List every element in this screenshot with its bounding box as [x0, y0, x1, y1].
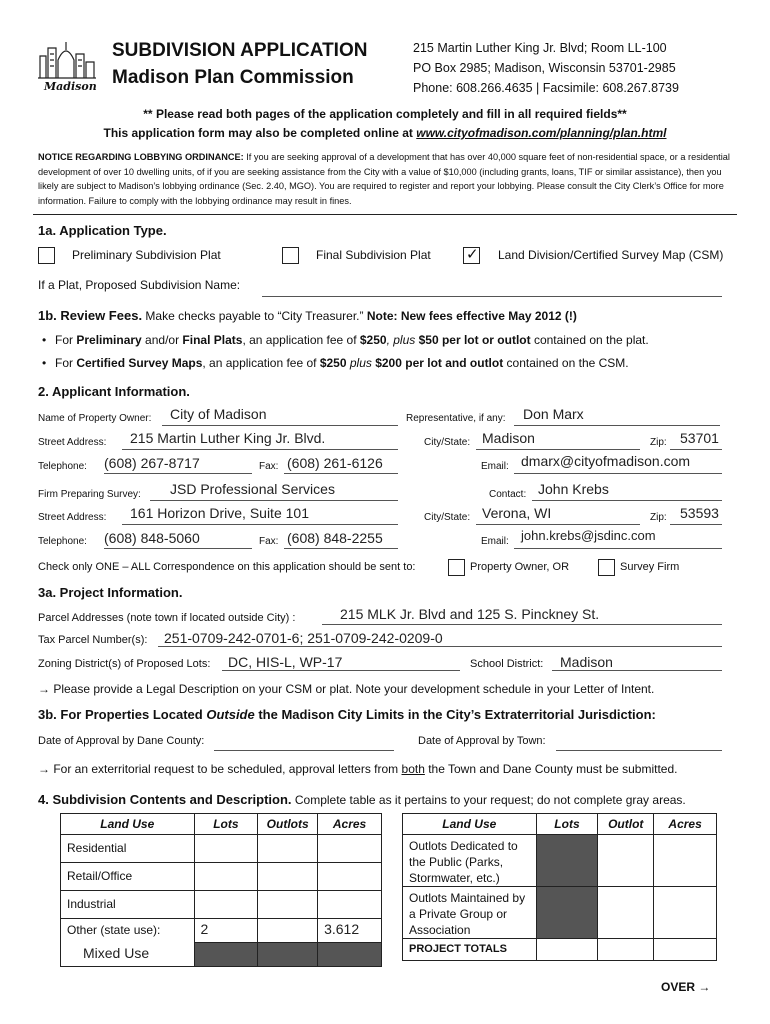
header-outlot: Outlot [598, 814, 654, 835]
gray-cell [536, 835, 598, 887]
intro-prefix: This application form may also be completed online at [103, 126, 417, 140]
zoning-value: DC, HIS-L, WP-17 [228, 654, 343, 670]
telephone2-label: Telephone: [38, 536, 87, 547]
owner-label: Name of Property Owner: [38, 413, 152, 424]
telephone2-value: (608) 848-5060 [104, 530, 200, 546]
section-3a-title: 3a. Project Information. [38, 585, 183, 600]
form-subtitle: Madison Plan Commission [112, 67, 354, 88]
email2-value: john.krebs@jsdinc.com [521, 528, 656, 543]
fees-note: Note: New fees effective May 2012 (!) [366, 309, 577, 323]
representative-label: Representative, if any: [406, 413, 506, 424]
gray-cell [318, 943, 382, 967]
fax-label: Fax: [259, 461, 279, 472]
section-4-instructions: Complete table as it pertains to your request; do not complete gray areas. [291, 793, 686, 807]
fee-text: contained on the CSM. [503, 356, 629, 370]
tax-parcel-value: 251-0709-242-0701-6; 251-0709-242-0209-0 [164, 630, 443, 646]
fee-text: , plus [386, 333, 419, 347]
row-outlots-public-label: Outlots Dedicated to the Public (Parks, Stormwater, etc.) [403, 835, 537, 887]
totals-lots-cell[interactable] [536, 939, 598, 961]
city-state2-value: Verona, WI [482, 505, 552, 521]
zip2-label: Zip: [650, 512, 667, 523]
city-state-label: City/State: [424, 437, 471, 448]
gray-cell [536, 887, 598, 939]
intro-line-1: ** Please read both pages of the application completely and fill in all required fields** [143, 107, 627, 121]
parcel-field[interactable] [322, 624, 722, 625]
zip-value: 53701 [680, 430, 719, 446]
fee-text: Certified Survey Maps [76, 356, 203, 370]
industrial-outlots-cell[interactable] [258, 891, 318, 919]
residential-acres-cell[interactable] [318, 835, 382, 863]
other-use-value[interactable]: Mixed Use [61, 943, 195, 967]
owner-value: City of Madison [170, 406, 267, 422]
fee-text: , an application fee of [202, 356, 320, 370]
city-state-field[interactable] [476, 449, 640, 450]
fee-text: $200 per lot and outlot [375, 356, 504, 370]
firm-field[interactable] [150, 500, 398, 501]
section-3b-text: 3b. For Properties Located [38, 707, 207, 722]
tax-parcel-label: Tax Parcel Number(s): [38, 634, 148, 646]
subdivision-name-field[interactable] [262, 296, 722, 297]
fax-value: (608) 261-6126 [287, 455, 383, 471]
other-outlots-cell[interactable] [258, 919, 318, 943]
subdivision-name-label: If a Plat, Proposed Subdivision Name: [38, 278, 241, 292]
note-text: → For an exterritorial request to be scheduled, approval letters from [38, 762, 402, 776]
email-value: dmarx@cityofmadison.com [521, 453, 691, 469]
school-district-value: Madison [560, 654, 613, 670]
fees-instructions: Make checks payable to “City Treasurer.” [142, 309, 367, 323]
outlots-private-outlot-cell[interactable] [598, 887, 654, 939]
fax2-field[interactable] [284, 548, 398, 549]
city-state-value: Madison [482, 430, 535, 446]
check-icon: ✓ [466, 246, 479, 263]
telephone-label: Telephone: [38, 461, 87, 472]
correspondence-label: Check only ONE – ALL Correspondence on this application should be sent to: [38, 561, 416, 573]
address-line-1: 215 Martin Luther King Jr. Blvd; Room LL-100 [413, 41, 667, 55]
street2-label: Street Address: [38, 512, 107, 523]
retail-outlots-cell[interactable] [258, 863, 318, 891]
totals-outlot-cell[interactable] [598, 939, 654, 961]
header-land-use: Land Use [403, 814, 537, 835]
fee-text: contained on the plat. [530, 333, 649, 347]
correspondence-firm-label: Survey Firm [620, 561, 680, 573]
section-2-title: 2. Applicant Information. [38, 384, 190, 399]
outlots-public-outlot-cell[interactable] [598, 835, 654, 887]
county-approval-field[interactable] [214, 750, 394, 751]
csm-label: Land Division/Certified Survey Map (CSM) [498, 248, 724, 262]
fee-bullet-plats [55, 333, 649, 347]
header-land-use: Land Use [61, 814, 195, 835]
land-use-table-right [402, 813, 717, 961]
fee-text: plus [346, 356, 376, 370]
note-text: the Town and Dane County must be submitted. [424, 762, 678, 776]
fee-text: For [55, 333, 77, 347]
correspondence-owner-checkbox[interactable] [448, 559, 465, 576]
contact-label: Contact: [489, 489, 527, 500]
school-district-field[interactable] [552, 670, 722, 671]
legal-description-note: → Please provide a Legal Description on your CSM or plat. Note your development schedule in your Letter of Intent. [38, 682, 655, 696]
street-label: Street Address: [38, 437, 107, 448]
residential-outlots-cell[interactable] [258, 835, 318, 863]
fee-text: Final Plats [182, 333, 243, 347]
tax-parcel-field[interactable] [158, 646, 722, 647]
email2-field[interactable] [514, 548, 722, 549]
telephone-value: (608) 267-8717 [104, 455, 200, 471]
preliminary-plat-label: Preliminary Subdivision Plat [72, 248, 221, 262]
fee-text: Preliminary [76, 333, 142, 347]
representative-value: Don Marx [523, 406, 584, 422]
land-use-table-left [60, 813, 382, 967]
row-industrial-label: Industrial [61, 891, 195, 919]
zoning-field[interactable] [222, 670, 460, 671]
street2-value: 161 Horizon Drive, Suite 101 [130, 505, 309, 521]
fax2-value: (608) 848-2255 [287, 530, 383, 546]
fee-text: and/or [141, 333, 183, 347]
section-3b-text: the Madison City Limits in the City’s Extraterritorial Jurisdiction: [254, 707, 656, 722]
firm-value: JSD Professional Services [170, 481, 335, 497]
header-outlots: Outlots [258, 814, 318, 835]
final-plat-checkbox[interactable] [282, 247, 299, 264]
header-acres: Acres [318, 814, 382, 835]
intro-line-2 [0, 126, 770, 140]
form-title: SUBDIVISION APPLICATION [112, 40, 368, 61]
row-project-totals-label: PROJECT TOTALS [403, 939, 537, 961]
gray-cell [258, 943, 318, 967]
csm-checkbox[interactable] [463, 247, 480, 264]
outlots-public-acres-cell[interactable] [654, 835, 717, 887]
residential-lots-cell[interactable] [194, 835, 258, 863]
header-lots: Lots [536, 814, 598, 835]
zip-field[interactable] [670, 449, 722, 450]
zip-label: Zip: [650, 437, 667, 448]
email-label: Email: [481, 461, 509, 472]
row-outlots-private-label: Outlots Maintained by a Private Group or Association [403, 887, 537, 939]
note-text: both [401, 762, 425, 776]
bullet-icon: • [42, 356, 47, 370]
zoning-label: Zoning District(s) of Proposed Lots: [38, 658, 211, 670]
bullet-icon: • [42, 333, 47, 347]
notice-heading: NOTICE REGARDING LOBBYING ORDINANCE: [38, 152, 244, 162]
contact-field[interactable] [532, 500, 722, 501]
fee-text: $250 [359, 333, 387, 347]
contact-value: John Krebs [538, 481, 609, 497]
notice-text: If you are seeking approval of a development that has over 40,000 square feet of non-residential space, or a residential development of over 10 dwelling units, of if you are seeking assistance from the City with a value of $10,000 (including grants, loans, TIF or similar assistance), then you likely are subject to Madison’s lobbying ordinance (Sec. 2.40, MGO). You are required to register and report your lobbying. Please consult the City Clerk’s Office for more information. Failure to comply with the lobbying ordinance may result in fines. [38, 152, 730, 206]
divider [33, 214, 737, 215]
town-approval-field[interactable] [556, 750, 722, 751]
gray-cell [194, 943, 258, 967]
town-approval-label: Date of Approval by Town: [418, 735, 546, 747]
parcel-value: 215 MLK Jr. Blvd and 125 S. Pinckney St. [340, 606, 600, 622]
street2-field[interactable] [122, 524, 398, 525]
fee-text: For [55, 356, 77, 370]
header-lots: Lots [194, 814, 258, 835]
row-residential-label: Residential [61, 835, 195, 863]
header-acres: Acres [654, 814, 717, 835]
owner-field[interactable] [162, 425, 398, 426]
fee-bullet-csm [55, 356, 629, 370]
representative-field[interactable] [514, 425, 720, 426]
parcel-label: Parcel Addresses (note town if located outside City) : [38, 612, 296, 624]
street-field[interactable] [122, 449, 398, 450]
fees-title: 1b. Review Fees. [38, 308, 143, 323]
section-1a-title: 1a. Application Type. [38, 223, 167, 238]
preliminary-plat-checkbox[interactable] [38, 247, 55, 264]
row-retail-label: Retail/Office [61, 863, 195, 891]
row-other-label: Other (state use): [61, 919, 195, 943]
outlots-private-acres-cell[interactable] [654, 887, 717, 939]
retail-lots-cell[interactable] [194, 863, 258, 891]
school-district-label: School District: [470, 658, 544, 670]
fee-text: $50 per lot or outlot [418, 333, 531, 347]
section-4-title [38, 792, 686, 807]
section-3b-text: Outside [206, 707, 255, 722]
extraterritorial-note [38, 762, 677, 776]
fax-field[interactable] [284, 473, 398, 474]
totals-acres-cell[interactable] [654, 939, 717, 961]
telephone-field[interactable] [104, 473, 252, 474]
city-state2-label: City/State: [424, 512, 471, 523]
fee-text: $250 [319, 356, 347, 370]
plan-website-link[interactable]: www.cityofmadison.com/planning/plan.html [416, 126, 667, 140]
fee-text: , an application fee of [242, 333, 360, 347]
zip2-field[interactable] [670, 524, 722, 525]
county-approval-label: Date of Approval by Dane County: [38, 735, 205, 747]
industrial-acres-cell[interactable] [318, 891, 382, 919]
logo-wordmark: Madison [44, 80, 97, 93]
retail-acres-cell[interactable] [318, 863, 382, 891]
zip2-value: 53593 [680, 505, 719, 521]
lobbying-notice [38, 150, 738, 208]
address-line-3: Phone: 608.266.4635 | Facsimile: 608.267.8739 [413, 81, 679, 95]
fax2-label: Fax: [259, 536, 279, 547]
section-3b-title [38, 707, 656, 722]
email2-label: Email: [481, 536, 509, 547]
city-state2-field[interactable] [476, 524, 640, 525]
address-line-2: PO Box 2985; Madison, Wisconsin 53701-2985 [413, 61, 676, 75]
section-4-heading: 4. Subdivision Contents and Description. [38, 792, 292, 807]
section-1b-title [38, 308, 577, 323]
correspondence-owner-label: Property Owner, OR [470, 561, 570, 573]
telephone2-field[interactable] [104, 548, 252, 549]
firm-label: Firm Preparing Survey: [38, 489, 141, 500]
other-lots-cell[interactable]: 2 [194, 919, 258, 943]
other-acres-cell[interactable]: 3.612 [318, 919, 382, 943]
email-field[interactable] [514, 473, 722, 474]
over-indicator: OVER → [661, 980, 711, 994]
correspondence-firm-checkbox[interactable] [598, 559, 615, 576]
industrial-lots-cell[interactable] [194, 891, 258, 919]
street-value: 215 Martin Luther King Jr. Blvd. [130, 430, 326, 446]
final-plat-label: Final Subdivision Plat [316, 248, 431, 262]
